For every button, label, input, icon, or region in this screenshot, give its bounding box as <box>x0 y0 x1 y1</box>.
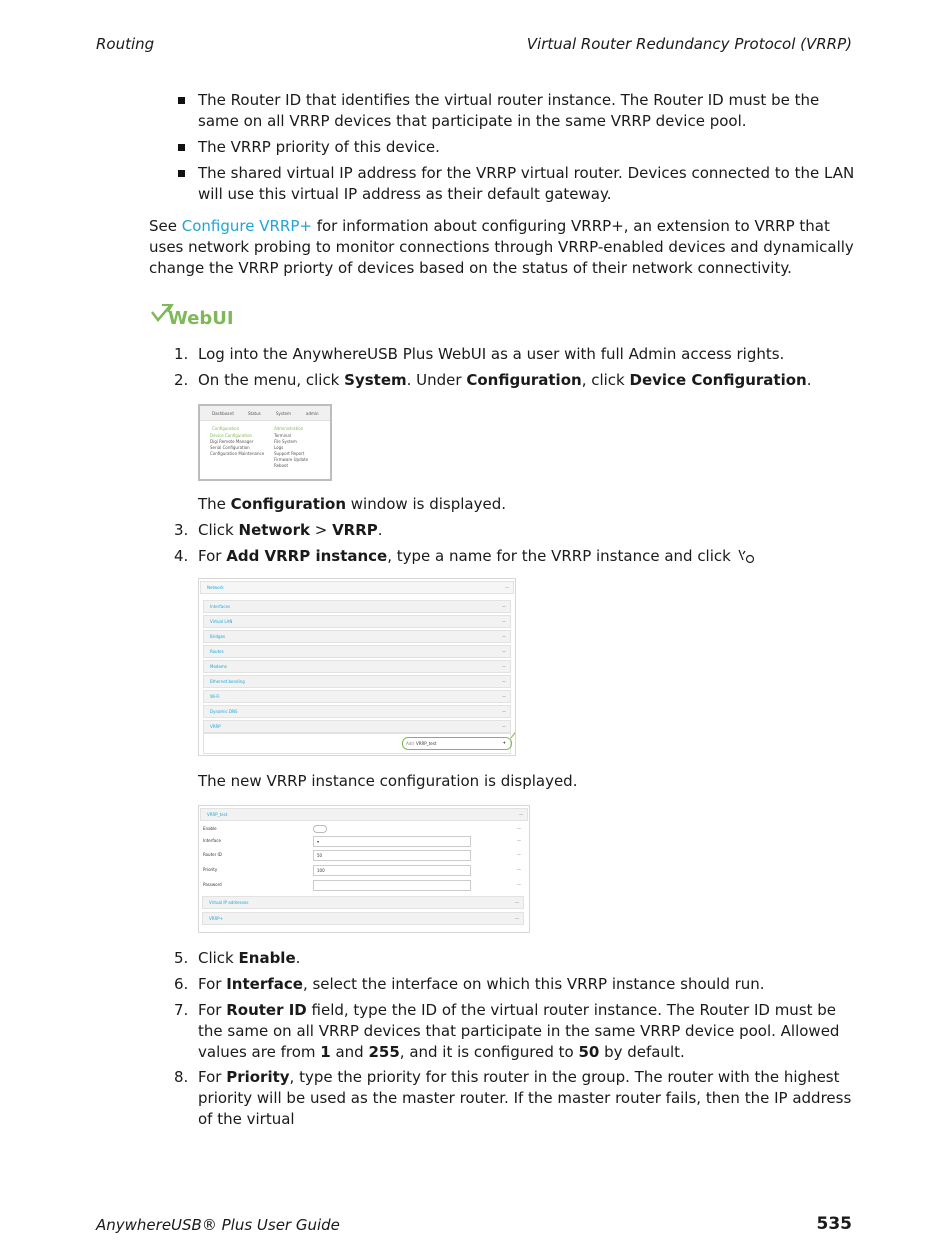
virtual-lan-section[interactable]: Virtual LAN — <box>203 615 511 628</box>
interface-select[interactable]: ▾ <box>313 836 471 847</box>
network-section-header[interactable]: Network — <box>200 581 514 594</box>
password-row: Password — <box>203 880 523 890</box>
vrrp-instance-header[interactable]: VRRP_test — <box>200 808 528 821</box>
footer-guide-title: AnywhereUSB® Plus User Guide <box>96 1216 340 1234</box>
bullet-square-icon <box>178 170 185 177</box>
virtual-ip-addresses-section[interactable]: Virtual IP addresses — <box>202 896 524 909</box>
interface-row: Interface ▾ — <box>203 836 523 846</box>
enable-toggle[interactable] <box>313 825 327 833</box>
bridges-section[interactable]: Bridges — <box>203 630 511 643</box>
dynamic-dns-section[interactable]: Dynamic DNS — <box>203 705 511 718</box>
interfaces-section[interactable]: Interfaces — <box>203 600 511 613</box>
modems-section[interactable]: Modems — <box>203 660 511 673</box>
intro-paragraph: See Configure VRRP+ for information about configuring VRRP+, an extension to VRRP that uses network probing to monitor connections through VRRP-enabled devices and dynamically change the VRRP priorty of devices based on the status of their network connectivity. <box>149 217 854 277</box>
router-id-input[interactable]: 50 <box>313 850 471 861</box>
running-header-left: Routing <box>96 35 155 53</box>
enable-row: Enable — <box>203 826 521 831</box>
system-menu-screenshot: Dashboard Status System admin Configuration Device Configuration Digi Remote Manager Serial Configuration Configuration Maintenance Administration Terminal File System Logs Support Report Firmware Update Reboot <box>198 404 332 481</box>
vrrp-instance-screenshot <box>198 805 530 933</box>
network-config-screenshot <box>198 578 516 756</box>
vrrp-plus-section[interactable]: VRRP+ — <box>202 912 524 925</box>
menu-nav-bar: Dashboard Status System admin <box>200 406 330 421</box>
configuration-displayed-text: The Configuration window is displayed. <box>198 495 506 513</box>
add-instance-button[interactable]: + <box>502 740 506 745</box>
add-click-icon <box>736 548 756 564</box>
configure-vrrp-plus-link[interactable]: Configure VRRP+ <box>181 217 312 235</box>
priority-input[interactable]: 100 <box>313 865 471 876</box>
ethernet-bonding-section[interactable]: Ethernet bonding — <box>203 675 511 688</box>
vrrp-section[interactable]: VRRP — <box>203 720 511 733</box>
bullet-item: The Router ID that identifies the virtual router instance. The Router ID must be the same on all VRRP devices that participate in the same VRRP device pool. <box>178 90 862 132</box>
priority-row: Priority 100 — <box>203 865 523 875</box>
router-id-row: Router ID 50 — <box>203 850 523 860</box>
wifi-section[interactable]: Wi-Fi — <box>203 690 511 703</box>
callout-arrow-icon <box>199 579 515 755</box>
bullet-item: The shared virtual IP address for the VRRP virtual router. Devices connected to the LAN will use this virtual IP address as their default gateway. <box>178 163 862 205</box>
routes-section[interactable]: Routes — <box>203 645 511 658</box>
password-input[interactable] <box>313 880 471 891</box>
bullet-list <box>178 90 862 210</box>
page-number: 535 <box>816 1214 852 1234</box>
bullet-item: The VRRP priority of this device. <box>178 137 862 158</box>
running-header-right: Virtual Router Redundancy Protocol (VRRP) <box>526 35 852 53</box>
bullet-square-icon <box>178 144 185 151</box>
bullet-square-icon <box>178 97 185 104</box>
instance-displayed-text: The new VRRP instance configuration is displayed. <box>198 772 578 790</box>
add-vrrp-instance-field[interactable]: Add VRRP_test + <box>402 737 512 750</box>
